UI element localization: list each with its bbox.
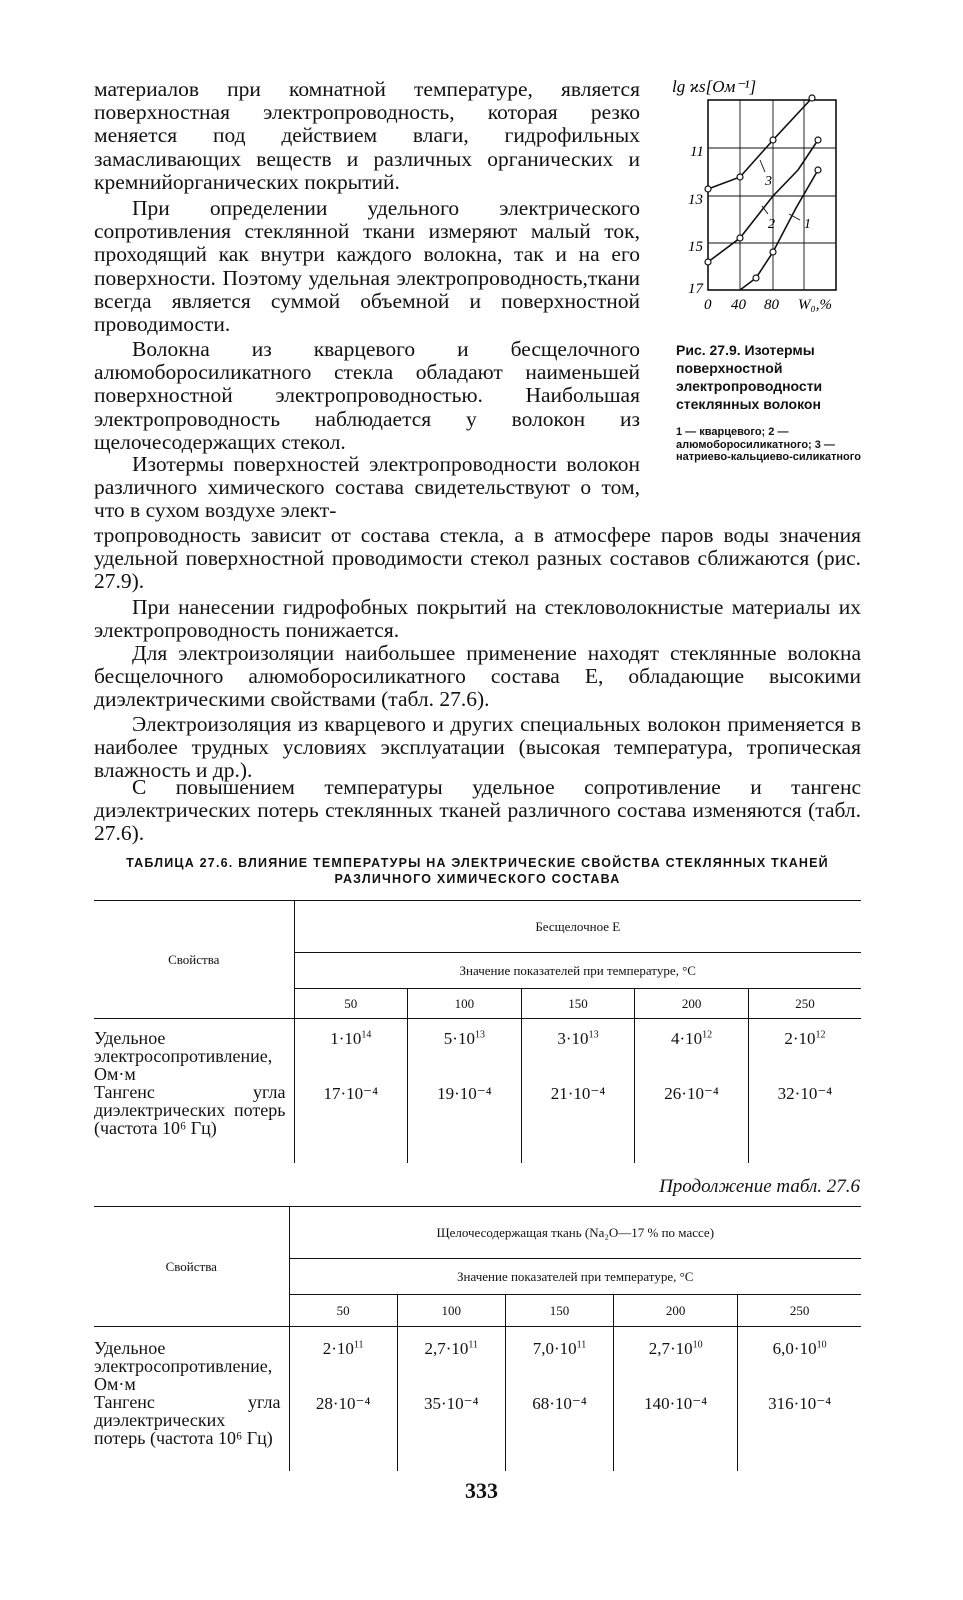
paragraph-8: С повышением температуры удельное сопротивление и тангенс диэлектрических потерь стеклянных тканей различного состава изменяются (табл. 27.6). — [94, 775, 861, 846]
paragraph-3: Волокна из кварцевого и бесщелочного алюмоборосиликатного стекла обладают наименьшей поверхностной электропроводностью. Наибольшая электропроводность наблюдается у волокон из щелочесодержащих стекол. — [94, 337, 640, 454]
row-label-resistivity: Удельное электросопротивление, Ом·м — [94, 1019, 294, 1084]
table-cell: 68·10⁻⁴ — [505, 1393, 613, 1471]
curve-label-3: 3 — [765, 174, 772, 189]
table-cell: $3\cdot 10^{13}$ — [521, 1019, 635, 1084]
label-leader-3 — [760, 160, 765, 172]
isotherm-figure — [668, 68, 868, 338]
table-row — [94, 1083, 861, 1163]
paragraph-4-start: Изотермы поверхностей электропроводности волокон различного химического состава свидетельствуют о том, что в сухом воздухе элект- — [94, 452, 640, 523]
plot-frame — [708, 100, 836, 290]
table-2-temp-header: 200 — [614, 1295, 738, 1327]
table-cell: 17·10⁻⁴ — [294, 1083, 408, 1163]
x-tick-80: 80 — [764, 297, 779, 313]
table-cell: $5\cdot 10^{13}$ — [408, 1019, 522, 1084]
curve-2-point — [737, 235, 743, 241]
paragraph-7: Электроизоляция из кварцевого и других специальных волокон применяется в наиболее трудных условиях эксплуатации (высокая температура, тропическая влажность и др.). — [94, 712, 861, 783]
table-cell: $2\cdot 10^{12}$ — [784, 1029, 826, 1048]
figure-caption-legend: 1 — кварцевого; 2 — алюмоборосиликатного; 3 — натриево-кальциево-силикатного — [676, 426, 861, 463]
figure-ylabel: lg ϰs[Ом⁻¹] — [672, 77, 757, 96]
table-2-temp-header: 100 — [397, 1295, 505, 1327]
table-cell: 21·10⁻⁴ — [521, 1083, 635, 1163]
table-2-group-header: Щелочесодержащая ткань (Na₂O—17 % по массе) — [289, 1207, 861, 1259]
table-2-temp-header: 150 — [505, 1295, 613, 1327]
table-1-subgroup-header: Значение показателей при температуре, °С — [294, 953, 861, 989]
table-1-group-header: Бесщелочное Е — [294, 901, 861, 953]
curve-label-1: 1 — [804, 217, 811, 232]
x-tick-0: 0 — [704, 297, 712, 313]
figure-caption-title: Рис. 27.9. Изотермы поверхностной электропроводности стеклянных волокон — [676, 342, 823, 412]
table-cell: 19·10⁻⁴ — [408, 1083, 522, 1163]
paragraph-1: материалов при комнатной температуре, является поверхностная электропроводность, которая резко меняется под действием влаги, гидрофильных замасливающих веществ и различных органических и кремнийорганических покрытий. — [94, 77, 640, 194]
table-cell: $2,7\cdot 10^{11}$ — [397, 1327, 505, 1394]
table-2-temp-header: 250 — [789, 1302, 810, 1318]
table-1-temp-header: 250 — [795, 995, 815, 1011]
curve-3-point — [705, 186, 711, 192]
table-2-subgroup-header: Значение показателей при температуре, °С — [289, 1259, 861, 1295]
table-cell: 26·10⁻⁴ — [635, 1083, 749, 1163]
x-axis-label: W₀,% — [798, 297, 832, 313]
paragraph-2: При определении удельного электрического сопротивления стеклянной ткани измеряют малый ток, проходящий как внутри каждого волокна, так и на его поверхности. Поэтому удельная электропроводность,ткани всегда является суммой объемной и поверхностной проводимости. — [94, 196, 640, 337]
y-tick-13: 13 — [688, 192, 703, 208]
y-tick-17: 17 — [688, 281, 703, 297]
x-tick-40: 40 — [731, 297, 746, 313]
table-cell: 140·10⁻⁴ — [614, 1393, 738, 1471]
paragraph-5: При нанесении гидрофобных покрытий на стекловолокнистые материалы их электропроводность понижается. — [94, 595, 861, 643]
table-continuation-label: Продолжение табл. 27.6 — [659, 1176, 860, 1197]
curve-3-point — [770, 137, 776, 143]
row-label-tangent: Тангенс угла диэлектрических потерь (частота 10⁶ Гц) — [94, 1083, 294, 1163]
table-row — [94, 1327, 861, 1394]
row-label-tangent: Тангенс угла диэлектрических потерь (частота 10⁶ Гц) — [94, 1393, 289, 1471]
curve-3-point — [737, 174, 743, 180]
table-cell: $2,7\cdot 10^{10}$ — [614, 1327, 738, 1394]
paragraph-6: Для электроизоляции наибольшее применение находят стеклянные волокна бесщелочного алюмоборосиликатного состава Е, обладающие высокими диэлектрическими свойствами (табл. 27.6). — [94, 641, 861, 712]
row-label-resistivity: Удельное электросопротивление, Ом·м — [94, 1327, 289, 1394]
curve-1-point — [815, 167, 821, 173]
curve-3 — [708, 98, 812, 189]
curve-2-point — [705, 259, 711, 265]
table-2-temp-header: 50 — [289, 1295, 397, 1327]
table-cell: 316·10⁻⁴ — [768, 1394, 832, 1413]
table-cell: $1\cdot 10^{14}$ — [294, 1019, 408, 1084]
page-number: 333 — [465, 1478, 498, 1503]
table-cell: $2\cdot 10^{11}$ — [289, 1327, 397, 1394]
table-1 — [94, 900, 861, 1163]
table-cell: 28·10⁻⁴ — [289, 1393, 397, 1471]
table-title: ТАБЛИЦА 27.6. ВЛИЯНИЕ ТЕМПЕРАТУРЫ НА ЭЛЕКТРИЧЕСКИЕ СВОЙСТВА СТЕКЛЯННЫХ ТКАНЕЙ РАЗЛИЧНОГО ХИМИЧЕСКОГО СОСТАВА — [126, 856, 829, 886]
table-1-temp-header: 150 — [521, 989, 635, 1019]
curve-label-2: 2 — [768, 217, 775, 232]
table-cell: $4\cdot 10^{12}$ — [635, 1019, 749, 1084]
table-cell: 35·10⁻⁴ — [397, 1393, 505, 1471]
table-1-temp-header: 50 — [294, 989, 408, 1019]
table-cell: 32·10⁻⁴ — [777, 1084, 833, 1103]
table-row — [94, 1019, 861, 1084]
curve-3-point — [809, 95, 815, 101]
curve-2-point — [815, 137, 821, 143]
table-1-temp-header: 100 — [408, 989, 522, 1019]
y-tick-15: 15 — [688, 239, 703, 255]
curve-1-point — [770, 249, 776, 255]
curve-2 — [708, 140, 818, 262]
table-cell: $7,0\cdot 10^{11}$ — [505, 1327, 613, 1394]
curve-1-point — [753, 275, 759, 281]
table-1-temp-header: 200 — [635, 989, 749, 1019]
y-tick-11: 11 — [690, 144, 704, 160]
table-2 — [94, 1206, 861, 1471]
table-1-col-properties: Свойства — [94, 901, 294, 1019]
table-row — [94, 1393, 861, 1471]
table-2-col-properties: Свойства — [94, 1207, 289, 1327]
table-cell: $6,0\cdot 10^{10}$ — [772, 1339, 827, 1358]
paragraph-4-end: тропроводность зависит от состава стекла, а в атмосфере паров воды значения удельной поверхностной проводимости стекол разных составов сближаются (рис. 27.9). — [94, 523, 861, 594]
